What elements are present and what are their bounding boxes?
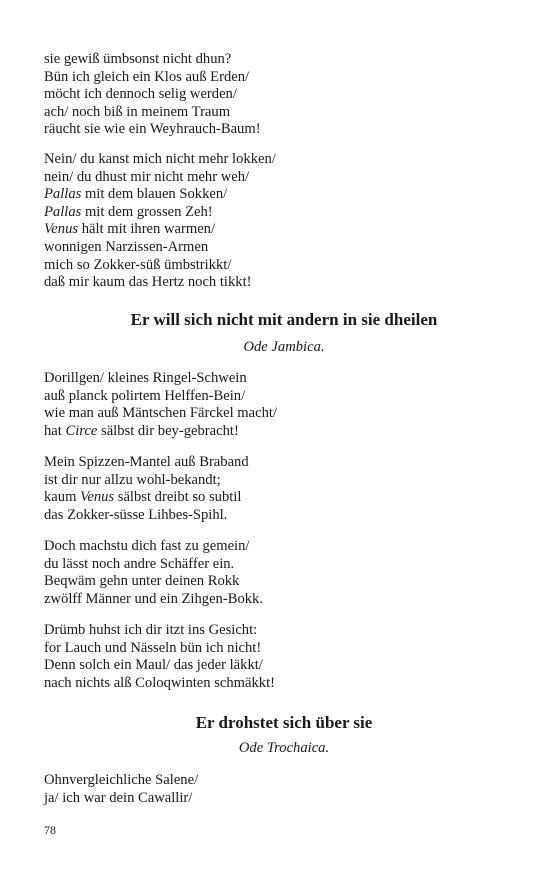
verse-line [44, 640, 514, 658]
verse-text: mit dem grossen Zeh! [81, 203, 213, 220]
verse-text: mich so Zokker-süß ümbstrikkt/ [44, 256, 232, 273]
verse-line [44, 675, 514, 693]
verse-line [44, 573, 514, 591]
stanza [44, 370, 514, 440]
verse-text: auß planck polirtem Helffen-Bein/ [44, 387, 246, 404]
verse-line [44, 556, 514, 574]
stanza [44, 538, 514, 608]
verse-line [44, 221, 514, 239]
verse-line [44, 622, 514, 640]
verse-text: sälbst dir bey-gebracht! [97, 422, 239, 439]
verse-line [44, 104, 514, 122]
verse-text: Mein Spizzen-Mantel auß Braband [44, 454, 249, 470]
verse-line [44, 257, 514, 275]
verse-line [44, 204, 514, 222]
verse-line [44, 239, 514, 257]
verse-line [44, 423, 514, 441]
verse-text: Beqwäm gehn unter deinen Rokk [44, 573, 240, 590]
verse-line [44, 121, 514, 139]
verse-text: sie gewiß ümbsonst nicht dhun? [44, 51, 232, 67]
verse-text: hält mit ihren warmen/ [78, 221, 216, 238]
verse-text: räucht sie wie ein Weyhrauch-Baum! [44, 121, 261, 138]
verse-text: zwölff Männer und ein Zihgen-Bokk. [44, 590, 263, 607]
verse-line [44, 169, 514, 187]
verse-text: Drümb huhst ich dir itzt ins Gesicht: [44, 622, 258, 638]
poem-title: Er will sich nicht mit andern in sie dheilen [130, 310, 438, 329]
verse-text: das Zokker-süsse Lihbes-Spihl. [44, 506, 228, 523]
verse-text: du lässt noch andre Schäffer ein. [44, 555, 235, 572]
verse-line [44, 274, 514, 292]
verse-line [44, 538, 514, 556]
verse-line [44, 186, 514, 204]
stanza [44, 151, 514, 292]
verse-italic-name: Venus [80, 489, 115, 506]
stanza [44, 51, 514, 139]
verse-line [44, 69, 514, 87]
verse-line [44, 370, 514, 388]
verse-line [44, 772, 514, 790]
poem-subtitle: Ode Trochaica. [238, 740, 330, 756]
verse-text: wie man auß Mäntschen Färckel macht/ [44, 405, 278, 422]
verse-line [44, 472, 514, 490]
verse-text: ach/ noch biß in meinem Traum [44, 103, 231, 120]
stanza [44, 454, 514, 524]
verse-text: Dorillgen/ kleines Ringel-Schwein [44, 370, 247, 386]
verse-text: Bün ich gleich ein Klos auß Erden/ [44, 68, 250, 85]
verse-line [44, 405, 514, 423]
verse-text: ist dir nur allzu wohl-bekandt; [44, 471, 221, 488]
verse-text: mit dem blauen Sokken/ [81, 186, 228, 203]
poem-subtitle: Ode Jambica. [243, 339, 325, 355]
verse-line [44, 86, 514, 104]
page-number: 78 [44, 823, 56, 837]
verse-text: kaum [44, 489, 81, 506]
verse-text: sälbst dreibt so subtil [114, 489, 242, 506]
verse-italic-name: Circe [65, 422, 98, 439]
verse-line [44, 591, 514, 609]
verse-italic-name: Venus [44, 221, 79, 238]
poem-title: Er drohstet sich über sie [195, 713, 373, 732]
verse-text: Doch machstu dich fast zu gemein/ [44, 538, 250, 554]
verse-text: nach nichts alß Coloqwinten schmäkkt! [44, 674, 276, 691]
verse-line [44, 507, 514, 525]
verse-text: ja/ ich war dein Cawallir/ [44, 789, 193, 806]
stanza [44, 622, 514, 692]
verse-text: daß mir kaum das Hertz noch tikkt! [44, 274, 252, 291]
verse-line [44, 489, 514, 507]
verse-text: Ohnvergleichliche Salene/ [44, 772, 199, 788]
verse-text: nein/ du dhust mir nicht mehr weh/ [44, 168, 250, 185]
verse-text: hat [44, 422, 66, 439]
verse-text: Denn solch ein Maul/ das jeder läkkt/ [44, 657, 263, 674]
verse-line [44, 790, 514, 808]
verse-line [44, 657, 514, 675]
verse-text: möcht ich dennoch selig werden/ [44, 86, 237, 103]
verse-text: Nein/ du kanst mich nicht mehr lokken/ [44, 151, 276, 167]
stanza [44, 772, 514, 807]
verse-line [44, 151, 514, 169]
verse-line [44, 51, 514, 69]
verse-line [44, 454, 514, 472]
verse-text: for Lauch und Nässeln bün ich nicht! [44, 639, 262, 656]
verse-line [44, 388, 514, 406]
verse-text: wonnigen Narzissen-Armen [44, 238, 209, 255]
verse-italic-name: Pallas [44, 203, 82, 220]
verse-italic-name: Pallas [44, 186, 82, 203]
